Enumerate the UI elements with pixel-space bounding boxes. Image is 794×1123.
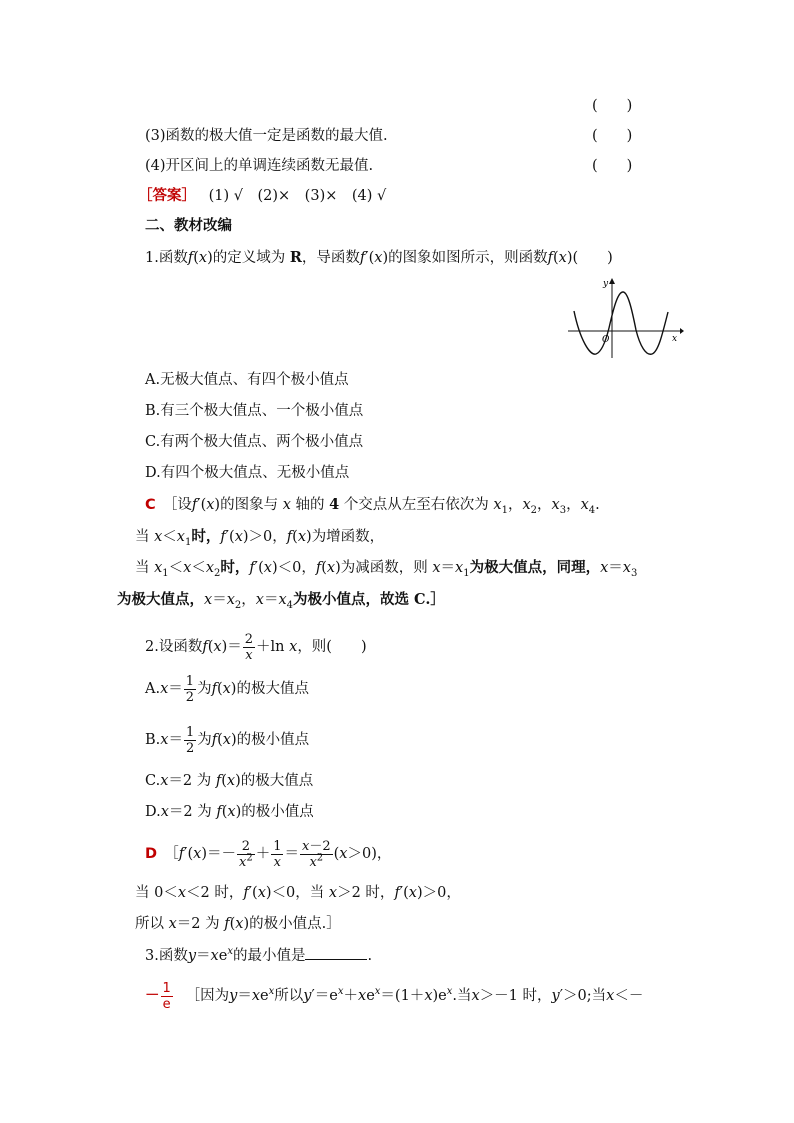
problem-3-stem: 3.函数$y=xe^x$的最小值是 .	[145, 946, 373, 964]
problem-1-option-b: B.有三个极大值点、一个极小值点	[145, 403, 364, 419]
y-axis-label: y	[603, 279, 609, 289]
answer-paren-3: ( )	[592, 128, 633, 144]
answer-paren-2: ( )	[592, 98, 633, 114]
question-3: (3)函数的极大值一定是函数的最大值.	[145, 128, 388, 144]
problem-3-answer-frac: $\frac{1}{e}$	[162, 980, 171, 1012]
problem-1-solution-2: 当 $x<x_1$时，f′(x)＞0，f(x)为增函数，	[135, 528, 385, 548]
answer-line	[138, 186, 386, 206]
x-axis-arrow	[680, 328, 684, 334]
section-heading: 二、教材改编	[145, 218, 232, 234]
origin-label: O	[602, 335, 610, 345]
y-axis-arrow	[609, 278, 615, 284]
answer-paren-4: ( )	[592, 158, 633, 174]
problem-2-solution-3: 所以 x＝2 为 f(x)的极小值点.］	[135, 916, 341, 932]
problem-2-solution-2: 当 0＜x＜2 时，f′(x)＜0，当 x＞2 时，f′(x)＞0，	[135, 885, 461, 901]
problem-2-answer: D	[145, 846, 158, 862]
problem-3-answer-sign: －	[145, 988, 160, 1004]
problem-1-solution-4: 为极大值点，$x=x_2$，$x=x_4$为极小值点，故选 C.］	[117, 591, 445, 611]
problem-2-option-d: D.x＝2 为 f(x)的极小值点	[145, 804, 314, 820]
problem-3-solution: － $\frac{1}{e}$ ［因为$y=xe^x$所以$y'=e^x+xe^x=(1+x)e^x$.当x＞－1 时，y′＞0;当x＜－	[145, 980, 644, 1012]
problem-1-option-a: A.无极大值点、有四个极小值点	[145, 372, 349, 388]
problem-1-solution-3: 当 $x_1<x<x_2$时，f′(x)＜0，f(x)为减函数，则 $x=x_1$为极大值点，同理，$x=x_3$	[135, 559, 638, 579]
problem-1-stem: 1.函数f(x)的定义域为 R，导函数f′(x)的图象如图所示，则函数f(x)( )	[145, 249, 613, 266]
problem-2-option-b: B.x＝ $\frac{1}{2}$ 为f(x)的极小值点	[145, 724, 310, 756]
problem-2-option-c: C.x＝2 为 f(x)的极大值点	[145, 773, 314, 789]
problem-1-option-d: D.有四个极大值点、无极小值点	[145, 465, 350, 481]
problem-1-solution-1: C ［设f′(x)的图象与 x 轴的 4 个交点从左至右依次为 $x_1$，$x_2$，$x_3$，$x_4$.	[145, 496, 600, 516]
problem-2-solution-1: D ［f′(x)＝－ $\frac{2}{x^2}$ ＋ $\frac{1}{x}$ ＝ $\frac{x-2}{x^2}$ (x＞0)，	[145, 838, 392, 870]
answer-text: (1) √ (2)× (3)× (4) √	[208, 188, 387, 204]
question-4: (4)开区间上的单调连续函数无最值.	[145, 158, 374, 174]
derivative-graph	[566, 276, 684, 360]
answer-blank	[305, 945, 367, 960]
derivative-curve	[574, 292, 668, 354]
problem-2-stem: 2.设函数f(x)＝ $\frac{2}{x}$ ＋ln x，则( )	[145, 631, 367, 663]
problem-1-option-c: C.有两个极大值点、两个极小值点	[145, 434, 364, 450]
x-axis-label: x	[672, 334, 678, 344]
problem-1-answer: C	[145, 497, 156, 513]
answer-label: ［答案］	[138, 188, 196, 204]
problem-2-option-a: A.x＝ $\frac{1}{2}$ 为f(x)的极大值点	[145, 673, 309, 705]
